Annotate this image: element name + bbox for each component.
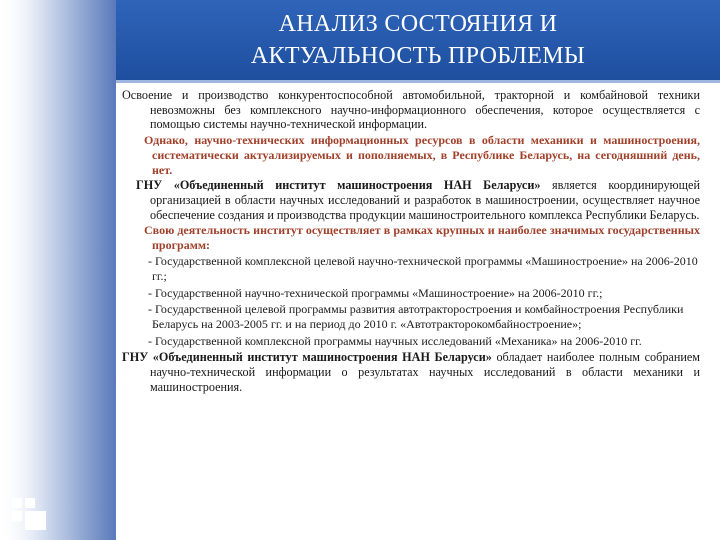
paragraph-highlight: Однако, научно-технических информационных ресурсов в области механики и машиностроения, систематически актуализируемых и пополняемых, в Республике Беларусь, на сегодняшний день, нет. (144, 133, 700, 177)
paragraph-intro: Освоение и производство конкурентоспособной автомобильной, тракторной и комбайновой техники невозможны без комплексного научно-информационного обеспечения, которое осуществляется с помощью системы научно-технической информации. (122, 88, 700, 132)
slide-title (116, 8, 720, 72)
title-line-1: АНАЛИЗ СОСТОЯНИЯ И (278, 11, 558, 37)
program-item: - Государственной комплексной целевой научно-технической программы «Машиностроение» на 2006-2010 гг.; (148, 253, 698, 284)
program-item: - Государственной научно-технической программы «Машиностроение» на 2006-2010 гг.; (148, 285, 603, 300)
title-line-2: АКТУАЛЬНОСТЬ ПРОБЛЕМЫ (250, 43, 586, 69)
logo-square-4 (25, 511, 46, 530)
content-text (122, 88, 700, 395)
logo-square-3 (12, 511, 22, 521)
conclusion-description: обладает наиболее полным собранием научно-технической информации о результатах научных исследований в области механики и машиностроения. (150, 350, 700, 394)
program-item: - Государственной комплексной программы научных исследований «Механика» на 2006-2010 гг. (148, 333, 642, 348)
sidebar-highlight (0, 0, 40, 540)
logo-square-1 (12, 498, 22, 508)
logo-square-2 (25, 498, 35, 508)
paragraph-institute (122, 178, 700, 222)
paragraph-conclusion (122, 350, 700, 394)
paragraph-programs-intro: Свою деятельность институт осуществляет в рамках крупных и наиболее значимых государственных программ: (144, 223, 700, 253)
institute-name: ГНУ «Объединенный институт машиностроения НАН Беларуси» (136, 178, 541, 193)
institute-name-conclusion: ГНУ «Объединенный институт машиностроения НАН Беларуси» (122, 350, 492, 365)
institute-description: является координирующей организацией в области научных исследований и разработок в машиностроении, осуществляет научное обеспечение создания и производства продукции машиностроительного комплекса Республики Беларусь. (150, 178, 700, 222)
four-squares-logo-icon (12, 498, 46, 530)
program-item: - Государственной целевой программы развития автотракторостроения и комбайностроения Республики Беларусь на 2003-2005 гг. и на период до 2010 г. «Автотракторокомбайностроение»; (148, 301, 684, 332)
